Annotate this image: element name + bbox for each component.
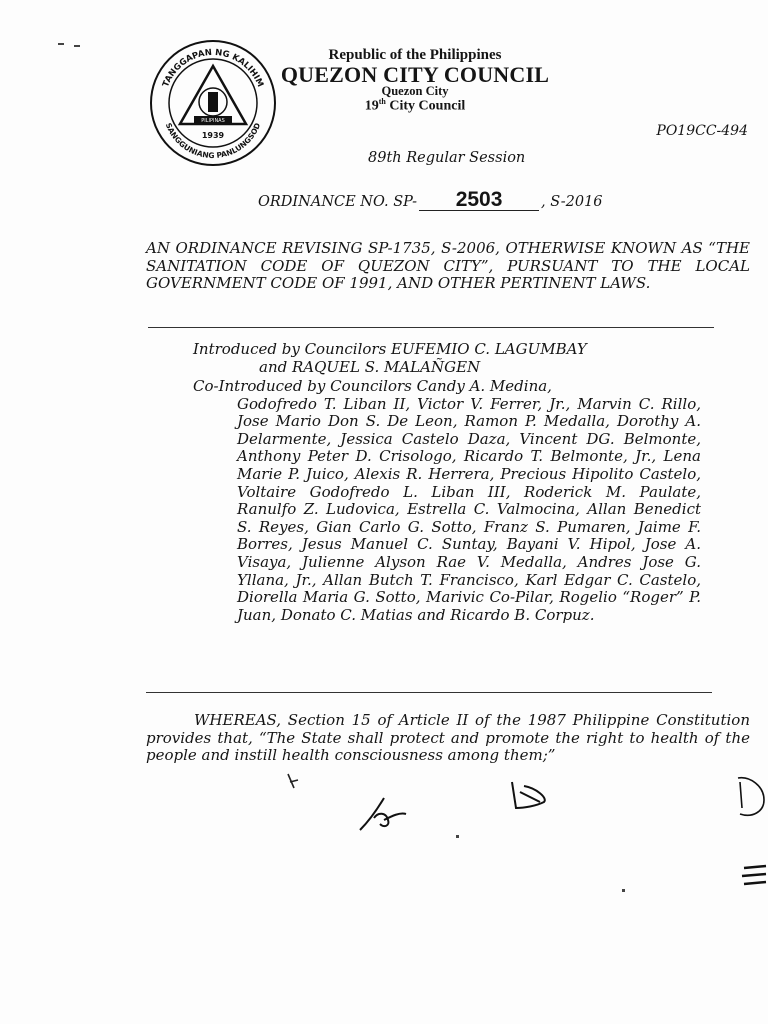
- divider: [148, 327, 714, 328]
- co-introduced-lead: Co-Introduced by Councilors Candy A. Medina,: [193, 377, 552, 395]
- scan-mark: [622, 889, 625, 892]
- seal-bottom-text: SANGGUNIANG PANLUNGSOD: [163, 121, 263, 161]
- city-council-seal: [148, 38, 278, 168]
- session-label: 89th Regular Session: [368, 150, 526, 166]
- ordinance-number-line: [258, 190, 603, 211]
- council-number-heading: [270, 97, 560, 115]
- republic-heading: Republic of the Philippines: [328, 47, 502, 63]
- scan-mark: [74, 45, 80, 47]
- city-heading: Quezon City: [381, 84, 449, 98]
- initial-mark: [284, 770, 302, 792]
- divider: [146, 692, 712, 693]
- page-edge-mark: [740, 862, 768, 892]
- ordinance-prefix: ORDINANCE NO. SP-: [258, 194, 418, 210]
- seal-country-text: PILIPINAS: [201, 118, 225, 124]
- introduced-by: [193, 341, 701, 376]
- introduced-line: Introduced by Councilors EUFEMIO C. LAGUMBAY: [193, 340, 587, 358]
- signature-initial: [506, 778, 552, 814]
- council-heading: QUEZON CITY COUNCIL: [280, 62, 550, 87]
- council-number-suffix: th: [378, 97, 386, 106]
- ordinance-number: 2503: [419, 190, 539, 211]
- signature-mark: [730, 772, 768, 822]
- reference-number: PO19CC-494: [656, 123, 748, 139]
- whereas-clause: WHEREAS, Section 15 of Article II of the 1987 Philippine Constitution provides that, “The State shall protect and promote the right to health of the people and instill health consciousness among them;”: [146, 711, 750, 764]
- seal-year-text: 1939: [201, 131, 225, 140]
- co-introduced-by: [193, 378, 701, 624]
- council-label: City Council: [385, 98, 466, 114]
- ordinance-suffix: , S-2016: [541, 194, 603, 210]
- seal-top-text: TANGGAPAN NG KALIHIM: [160, 47, 266, 89]
- council-number: 19: [364, 98, 379, 114]
- signature-initial: [356, 790, 410, 836]
- ordinance-title: AN ORDINANCE REVISING SP-1735, S-2006, OTHERWISE KNOWN AS “THE SANITATION CODE OF QUEZON CITY”, PURSUANT TO THE LOCAL GOVERNMENT CODE OF 1991, AND OTHER PERTINENT LAWS.: [146, 239, 750, 292]
- scan-mark: [456, 835, 459, 838]
- co-introduced-names: Godofredo T. Liban II, Victor V. Ferrer, Jr., Marvin C. Rillo, Jose Mario Don S. De Leon, Ramon P. Medalla, Dorothy A. Delarmente, Jessica Castelo Daza, Vincent DG. Belmonte, Anthony Peter D. Crisologo, Ricardo T. Belmonte, Jr., Lena Marie P. Juico, Alexis R. Herrera, Precious Hipolito Castelo, Voltaire Godofredo L. Liban III, Roderick M. Paulate, Ranulfo Z. Ludovica, Estrella C. Valmocina, Allan Benedict S. Reyes, Gian Carlo G. Sotto, Franz S. Pumaren, Jaime F. Borres, Jesus Manuel C. Suntay, Bayani V. Hipol, Jose A. Visaya, Julienne Alyson Rae V. Medalla, Andres Jose G. Yllana, Jr., Allan Butch T. Francisco, Karl Edgar C. Castelo, Diorella Maria G. Sotto, Marivic Co-Pilar, Rogelio “Roger” P. Juan, Donato C. Matias and Ricardo B. Corpuz.: [237, 394, 701, 624]
- introduced-line: and RAQUEL S. MALAÑGEN: [259, 357, 481, 376]
- scan-mark: [58, 43, 64, 45]
